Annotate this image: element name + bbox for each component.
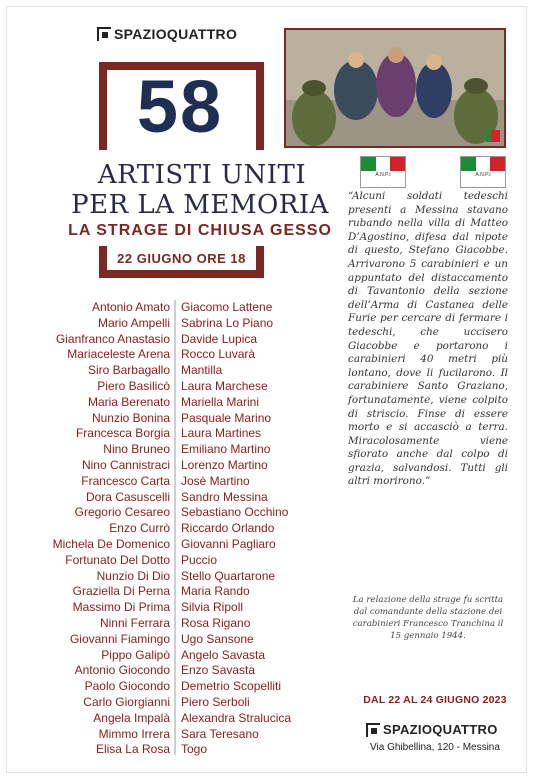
- artist-name: Rosa Rigano: [181, 615, 251, 630]
- artist-name: Giovanni Pagliaro: [181, 536, 276, 551]
- artist-name: Elisa La Rosa: [95, 742, 170, 757]
- artist-name: Fortunato Del Dotto: [65, 552, 170, 567]
- artist-name: Siro Barbagallo: [87, 363, 170, 378]
- artist-name: Sebastiano Occhino: [181, 505, 289, 520]
- artist-name: Nino Cannistraci: [81, 457, 170, 472]
- source-note: La relazione della strage fu scritta dal comandante della stazione dei carabinieri Francesco Tranchina il 15 gennaio 1944.: [352, 595, 504, 641]
- artist-name: Mimmo Irrera: [98, 726, 170, 741]
- artist-name: Enzo Currò: [109, 521, 170, 536]
- artist-name: Gianfranco Anastasio: [55, 331, 170, 346]
- artist-name: Carlo Giorgianni: [83, 694, 170, 709]
- artist-name: Riccardo Orlando: [181, 521, 275, 536]
- artist-name: Davide Lupica: [181, 331, 258, 346]
- artist-name: Stello Quartarone: [181, 568, 276, 583]
- artist-name: Graziella Di Perna: [72, 584, 170, 599]
- artist-name: Gregorio Cesareo: [74, 505, 170, 520]
- anpi-logo: [360, 156, 406, 188]
- artist-name: Nunzio Bonina: [91, 410, 170, 425]
- artist-name: Paolo Giocondo: [84, 679, 170, 694]
- artist-name: Mario Ampelli: [97, 315, 170, 330]
- artist-name: Pasquale Marino: [181, 410, 272, 425]
- artist-name: Ninni Ferrara: [99, 615, 170, 630]
- historical-quote: “Alcuni soldati tedeschi presenti a Messina stavano rubando nella villa di Matteo D’Agostino, difesa dal nipote di questo, Stefano Giacobbe. Arrivarono 5 carabinieri e un appuntato del distaccamento di Tavantonio della sezione dell’Arma di Castanea delle Furie per cercare di fermare i tedeschi, che uccisero Giacobbe e portarono i carabinieri 40 metri più lontano, dove li fucilarono. Il carabiniere Santo Graziano, fortunatamente, viene colpito di striscio. Finse di essere morto e si accasciò a terra. Miracolosamente viene sfiorato anche dal colpo di grazia, salvandosi. Tutti gli altri morirono.”: [348, 190, 508, 488]
- logo-mark-icon: [97, 27, 111, 41]
- event-date: 22 GIUGNO ORE 18: [117, 251, 246, 266]
- artist-name: Francesco Carta: [81, 473, 170, 488]
- artist-name: Ugo Sansone: [181, 631, 254, 646]
- artist-name: Puccio: [181, 552, 218, 567]
- artist-name: Emiliano Martino: [181, 442, 271, 457]
- artist-name: Maria Berenato: [87, 394, 170, 409]
- artist-name: Maria Rando: [181, 584, 250, 599]
- artist-name: Laura Martines: [181, 426, 262, 441]
- anpi-label: A.N.P.I: [475, 172, 491, 178]
- painting-image: [284, 28, 506, 148]
- artist-name: Angelo Savasta: [181, 647, 266, 662]
- anpi-flag-icon: [461, 157, 505, 171]
- subtitle: LA STRAGE DI CHIUSA GESSO: [68, 222, 332, 239]
- artist-name: Massimo Di Prima: [72, 600, 170, 615]
- artist-name: Mantilla: [181, 363, 223, 378]
- artist-name: Francesca Borgia: [75, 426, 170, 441]
- artist-name: Sara Teresano: [181, 726, 259, 741]
- artist-name: Silvia Ripoll: [181, 600, 244, 615]
- artist-name: Antonio Giocondo: [74, 663, 170, 678]
- artist-name: Pippo Galipò: [101, 647, 170, 662]
- artist-name: Antonio Amato: [91, 300, 170, 314]
- artist-name: Dora Casuscelli: [85, 489, 170, 504]
- spazioquattro-logo-footer: [366, 722, 498, 737]
- column-divider: [174, 300, 176, 755]
- logo-text: SPAZIOQUATTRO: [114, 26, 238, 42]
- artist-name: Piero Basilicò: [97, 378, 170, 393]
- artist-count: 58: [136, 65, 224, 148]
- artist-name: Nino Bruneo: [103, 442, 170, 457]
- artist-name: Togo: [181, 742, 208, 757]
- artist-name: Laura Marchese: [181, 378, 268, 393]
- title-line-2: PER LA MEMORIA: [71, 190, 329, 220]
- artist-name: Alexandra Stralucica: [181, 710, 292, 725]
- artist-name: Giovanni Fiamingo: [69, 631, 170, 646]
- artist-name: Rocco Luvarà: [181, 347, 256, 362]
- painting-illustration: [286, 30, 504, 146]
- artist-name: Lorenzo Martino: [181, 457, 268, 472]
- anpi-label: A.N.P.I: [375, 172, 391, 178]
- artist-name: Giacomo Lattene: [181, 300, 273, 314]
- exhibition-dates: DAL 22 AL 24 GIUGNO 2023: [363, 694, 507, 706]
- spazioquattro-logo: [97, 26, 237, 42]
- anpi-logo: [460, 156, 506, 188]
- artist-name: Mariella Marini: [181, 394, 260, 409]
- artist-name: Mariaceleste Arena: [67, 347, 170, 362]
- artist-name: Sandro Messina: [181, 489, 268, 504]
- artist-name: Angela Impalà: [93, 710, 170, 725]
- venue-address: Via Ghibellina, 120 - Messina: [370, 742, 500, 753]
- artist-name: Michela De Domenico: [52, 536, 170, 551]
- artist-name: Sabrina Lo Piano: [181, 315, 274, 330]
- artist-name: Enzo Savasta: [181, 663, 256, 678]
- artist-list-right: [181, 300, 331, 758]
- anpi-flag-icon: [361, 157, 405, 171]
- title-line-1: ARTISTI UNITI: [97, 160, 307, 190]
- artist-name: Josè Martino: [181, 473, 250, 488]
- artist-list-left: [20, 300, 170, 758]
- logo-mark-icon: [366, 723, 380, 737]
- logo-text: SPAZIOQUATTRO: [383, 722, 498, 737]
- artist-name: Piero Serboli: [181, 694, 250, 709]
- artist-name: Nunzio Di Dio: [96, 568, 170, 583]
- artist-name: Demetrio Scopelliti: [181, 679, 282, 694]
